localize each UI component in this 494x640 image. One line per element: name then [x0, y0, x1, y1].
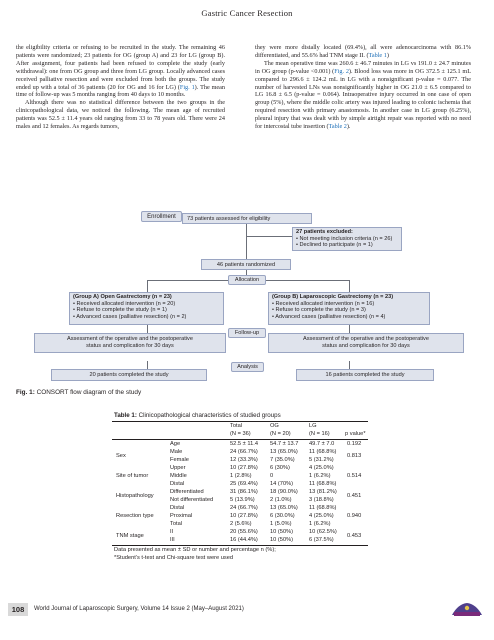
group-a-title: (Group A) Open Gastrectomy (n = 23) — [73, 294, 172, 300]
table-cell: Not differentiated — [170, 497, 214, 503]
table-bottom-rule — [112, 545, 368, 546]
enrollment-label: Enrollment — [141, 211, 182, 222]
table-cell: 11 (68.8%) — [309, 449, 337, 455]
table-group-label: TNM stage — [116, 533, 144, 539]
text-span: ). — [346, 123, 351, 131]
page-number: 108 — [8, 603, 28, 616]
table-cell: Male — [170, 449, 183, 455]
table-cell: 1 (6.2%) — [309, 473, 331, 479]
table-cell: III — [170, 537, 175, 543]
table-link[interactable]: Table 2 — [328, 123, 347, 131]
table-cell: Distal — [170, 481, 185, 487]
group-b-item: • Received allocated intervention (n = 16) — [272, 300, 375, 307]
table-p-value: 0.813 — [347, 453, 362, 459]
table-cell: 24 (66.7%) — [230, 505, 258, 511]
table-group-label: Sex — [116, 453, 126, 459]
excluded-title: 27 patients excluded: — [296, 229, 353, 235]
table-header: Total — [230, 423, 243, 429]
table-cell: 18 (90.0%) — [270, 489, 298, 495]
table-cell: 12 (33.3%) — [230, 457, 258, 463]
table-cell: 2 (5.6%) — [230, 521, 252, 527]
table-cell: 6 (37.5%) — [309, 537, 334, 543]
followup-label: Follow-up — [228, 328, 266, 338]
table-cell: Middle — [170, 473, 187, 479]
table-cell: 10 (50%) — [270, 537, 294, 543]
assessment-line: status and complication for 30 days — [322, 342, 410, 349]
table-cell: 25 (69.4%) — [230, 481, 258, 487]
table-subheader: (N = 16) — [309, 431, 330, 437]
text-span: The mean operative time was 260.6 ± 46.7 minutes in LG vs 191.0 ± 24.7 minutes in OG group (p-value <0.001) ( — [255, 59, 471, 75]
table-p-value: 0.192 — [347, 441, 362, 447]
table-cell: 54.7 ± 13.7 — [270, 441, 299, 447]
table-cell: 1 (6.2%) — [309, 521, 331, 527]
figure-link[interactable]: Fig. 1 — [179, 83, 195, 91]
paragraph: Although there was no statistical difference between the two groups in the clinicopathological data, we noticed the following. The mean age of recruited patients was 52.5 ± 11.4 years old ranging from 33 to 78 years old. There were 24 males and 12 females. As regards tumors, — [16, 99, 225, 131]
table-cell: 11 (68.8%) — [309, 505, 337, 511]
table-cell: Distal — [170, 505, 185, 511]
table-cell: 10 (50%) — [270, 529, 294, 535]
assessment-line: status and complication for 30 days — [86, 342, 174, 349]
table-cell: Age — [170, 441, 181, 447]
table-cell: 5 (31.2%) — [309, 457, 334, 463]
table-p-value: 0.453 — [347, 533, 362, 539]
table-cell: 1 (5.0%) — [270, 521, 292, 527]
group-a-item: • Refuse to complete the study (n = 1) — [73, 307, 167, 314]
table-note: Data presented as mean ± SD or number and percentage n (%); — [114, 547, 276, 553]
table-cell: 13 (65.0%) — [270, 505, 298, 511]
text-span: ). Blood loss was more in OG 372.5 ± 125.1 mL compared to 296.6 ± 124.2 mL in LG with a nonsignificant p-value = 0.077. The number of harvested LNs was nonsignificantly higher in OG 21.0 ± 6.5 compared to LG 16.8 ± 6.5 (p-value = 0.064). Intraoperative injury occurred in one case of open group (5%), where the middle colic artery was injured leading to colonic ischemia that required resection with primary anastomosis. In another case in LG group (6.25%), pleural injury that was dealt with by simple airtight repair was reported with no need for intercostal tube insertion ( — [255, 67, 471, 131]
table-cell: Proximal — [170, 513, 193, 519]
randomized-box: 46 patients randomized — [201, 259, 291, 270]
text-span: they were more distally located (69.4%), all were adenocarcinoma with 86.1% differentiated, and 55.6% had TNM stage II. ( — [255, 44, 471, 59]
table-header-rule — [112, 439, 368, 440]
table-subheader: (N = 36) — [230, 431, 251, 437]
table-p-value: 0.940 — [347, 513, 362, 519]
excluded-item: • Not meeting inclusion criteria (n = 26) — [296, 235, 393, 242]
table-caption-label: Table 1: — [114, 412, 137, 419]
table-cell: 11 (68.8%) — [309, 481, 337, 487]
table-cell: 0 — [270, 473, 274, 479]
publisher-logo-icon — [448, 600, 486, 618]
table-link[interactable]: Table 1 — [368, 51, 387, 59]
table-cell: 49.7 ± 7.0 — [309, 441, 335, 447]
table-cell: 10 (27.8%) — [230, 465, 258, 471]
table-caption — [114, 412, 281, 419]
table-group-label: Resection type — [116, 513, 154, 519]
table-cell: Upper — [170, 465, 186, 471]
publisher-logo — [448, 600, 486, 618]
table-group-label: Histopathology — [116, 493, 154, 499]
table-cell: Female — [170, 457, 189, 463]
table-subheader: (N = 20) — [270, 431, 291, 437]
table-p-value: 0.514 — [347, 473, 362, 479]
table-cell: 10 (27.8%) — [230, 513, 258, 519]
table-header: OG — [270, 423, 279, 429]
table-cell: 6 (30.0%) — [270, 513, 295, 519]
group-a-item: • Advanced cases (palliative resection) (n = 2) — [73, 313, 187, 320]
table-cell: Total — [170, 521, 183, 527]
table-cell: 1 (2.8%) — [230, 473, 252, 479]
figure-caption-label: Fig. 1: — [16, 389, 35, 396]
table-cell: 14 (70%) — [270, 481, 294, 487]
table-cell: Differentiated — [170, 489, 204, 495]
table-header: LG — [309, 423, 317, 429]
table-cell: 31 (86.1%) — [230, 489, 258, 495]
assessment-line: Assessment of the operative and the postoperative — [303, 336, 429, 342]
table-cell: 13 (65.0%) — [270, 449, 298, 455]
table-cell: II — [170, 529, 174, 535]
group-a-item: • Received allocated intervention (n = 20) — [73, 300, 176, 307]
allocation-label: Allocation — [228, 275, 266, 285]
table-cell: 4 (25.0%) — [309, 513, 334, 519]
table-cell: 3 (18.8%) — [309, 497, 334, 503]
table-cell: 52.5 ± 11.4 — [230, 441, 258, 447]
table-cell: 24 (66.7%) — [230, 449, 258, 455]
journal-footer: World Journal of Laparoscopic Surgery, Volume 14 Issue 2 (May–August 2021) — [34, 606, 244, 612]
text-span: ). The mean time of follow-up was 5 months ranging from 40 days to 10 months. — [16, 83, 225, 99]
table-cell: 7 (35.0%) — [270, 457, 295, 463]
table-subheader: p value* — [345, 431, 366, 437]
table-cell: 20 (55.6%) — [230, 529, 258, 535]
table-cell: 4 (25.0%) — [309, 465, 334, 471]
figure-caption-text: CONSORT flow diagram of the study — [34, 389, 142, 396]
completed-b-box: 16 patients completed the study — [296, 369, 434, 381]
assessment-line: Assessment of the operative and the postoperative — [67, 336, 193, 342]
assessed-box: 73 patients assessed for eligibility — [182, 213, 312, 224]
table-cell: 2 (1.0%) — [270, 497, 292, 503]
table-cell: 16 (44.4%) — [230, 537, 258, 543]
table-cell: 6 (30%) — [270, 465, 290, 471]
running-head: Gastric Cancer Resection — [201, 8, 293, 18]
table-p-value: 0.451 — [347, 493, 362, 499]
group-b-item: • Advanced cases (palliative resection) (n = 4) — [272, 313, 386, 320]
table-cell: 10 (62.5%) — [309, 529, 337, 535]
text-span: the eligibility criteria or refusing to be recruited in the study. The remaining 46 patients were randomized; 23 patients for OG (group A) and 23 for LG (group B). After assignment, four patients had been refused to complete the study (early withdrawal): one from OG group and three from LG group. Locally advanced cases received palliative resection and were excluded from both the groups. The study ended up with a total of 36 patients (20 for OG and 16 for LG) ( — [16, 44, 225, 91]
table-top-rule — [112, 421, 368, 422]
figure-link[interactable]: Fig. 2 — [334, 67, 349, 75]
group-b-title: (Group B) Laparoscopic Gastrectomy (n = 23) — [272, 294, 394, 300]
table-group-label: Site of tumor — [116, 473, 149, 479]
text-span: ) — [386, 51, 389, 59]
completed-a-box: 20 patients completed the study — [51, 369, 207, 381]
group-b-item: • Refuse to complete the study (n = 3) — [272, 307, 366, 314]
analysis-label: Analysis — [231, 362, 264, 372]
excluded-item: • Declined to participate (n = 1) — [296, 242, 373, 249]
table-cell: 5 (13.9%) — [230, 497, 255, 503]
table-caption-text: Clinicopathological characteristics of studied groups — [136, 412, 281, 419]
table-note: *Student’s t-test and Chi-square test were used — [114, 555, 234, 561]
table-cell: 13 (81.2%) — [309, 489, 337, 495]
